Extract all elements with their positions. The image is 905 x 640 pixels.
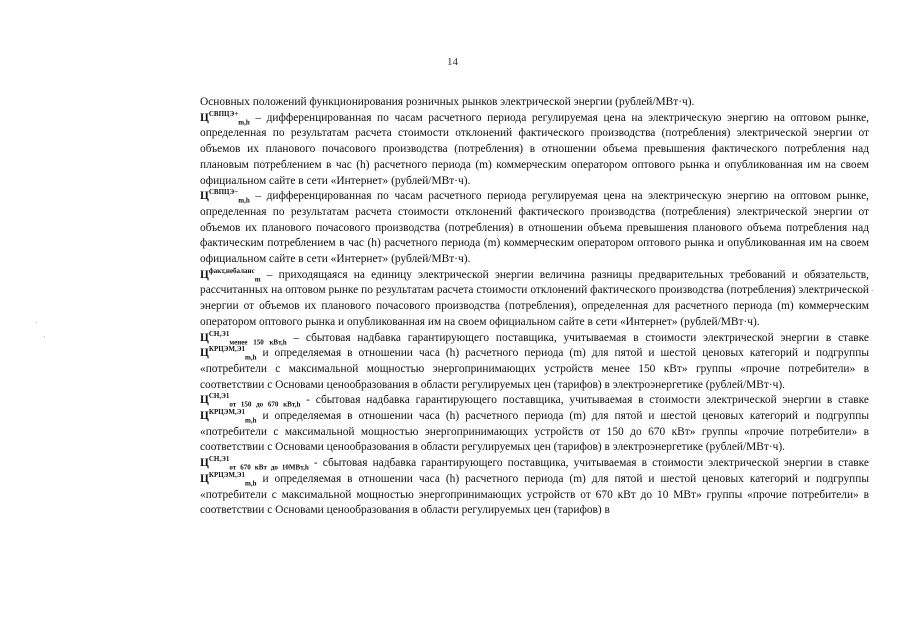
formula-symbol: $Ц^{СН,Э1}_{менее 150 кВт,h}$ (200, 329, 287, 346)
page-number: 14 (447, 56, 458, 68)
formula-symbol-inline: $Ц^{КРЦЭМ,Э1}_{m,h}$ (200, 408, 257, 425)
formula-symbol: $Ц^{факт,небаланс}_m$ (200, 266, 261, 284)
formula-symbol: $Ц^{СВПЦЭ-}_{m,h}$ (200, 188, 250, 205)
definition-text: и определяемая в отношении часа (h) расчетного периода (m) для пятой и шестой ценовых категорий и подгруппы «потребители с максимальной мощностью энергопринимающих устройств от 150 до 670 кВт» группы «прочие потребители» в соответствии с Основами ценообразования в области регулируемых цен (тарифов) в электроэнергетике (рублей/МВт·ч). (200, 410, 869, 454)
scan-speck (36, 322, 37, 323)
scan-speck (872, 290, 873, 291)
paragraph-text: Основных положений функционирования розничных рынков электрической энергии (рублей/МВт·ч). (200, 96, 695, 108)
formula-symbol: $Ц^{СН,Э1}_{от 670 кВт до 10МВт,h}$ (200, 455, 309, 472)
definition-sn-150-670 (200, 393, 869, 456)
definition-svpce-minus (200, 189, 869, 268)
definition-text: – сбытовая надбавка гарантирующего поставщика, учитываемая в стоимости электрической энергии в ставке (286, 331, 869, 344)
formula-symbol-inline: $Ц^{КРЦЭМ,Э1}_{m,h}$ (200, 345, 257, 362)
formula-symbol-inline: $Ц^{КРЦЭМ,Э1}_{m,h}$ (200, 471, 257, 488)
formula-symbol: $Ц^{СН,Э1}_{от 150 до 670 кВт,h}$ (200, 392, 301, 409)
definition-text: – приходящаяся на единицу электрической энергии величина разницы предварительных требований и обязательств, рассчитанных на оптовом рынке по результатам расчета стоимости отклонений фактического производства (потребления) электрической энергии от объемов их планового почасового производства (потребления), определенная для расчетного периода (m) коммерческим оператором оптового рынка и опубликованная им на своем официальном сайте в сети «Интернет» (рублей/МВт·ч). (200, 268, 869, 328)
definition-text: - сбытовая надбавка гарантирующего поставщика, учитываемая в стоимости электрической энергии в ставке (308, 457, 869, 470)
definition-text: и определяемая в отношении часа (h) расчетного периода (m) для пятой и шестой ценовых категорий и подгруппы «потребители с максимальной мощностью энергопринимающих устройств от 670 кВт до 10 МВт» группы «прочие потребители» в соответствии с Основами ценообразования в области регулируемых цен (тарифов) в (200, 472, 869, 517)
definition-svpce-plus (200, 111, 869, 190)
definition-fact-nebalans (200, 268, 869, 331)
definition-text: – дифференцированная по часам расчетного периода регулируемая цена на электрическую энергию на оптовом рынке, определенная по результатам расчета стоимости отклонений фактического производства (потребления) электрической энергии от объемов их планового почасового производства (потребления) в отношении объема превышения фактического потребления над плановым потреблением в час (h) расчетного периода (m) коммерческим оператором оптового рынка и опубликованная им на своем официальном сайте в сети «Интернет» (рублей/МВт·ч). (200, 111, 869, 187)
definition-sn-670-10mw (200, 456, 869, 519)
definition-text: - сбытовая надбавка гарантирующего поставщика, учитываемая в стоимости электрической энергии в ставке (300, 394, 869, 407)
definition-sn-less-150 (200, 331, 869, 394)
scan-speck (44, 336, 45, 337)
definition-text: – дифференцированная по часам расчетного периода регулируемая цена на электрическую энергию на оптовом рынке, определенная по результатам расчета стоимости отклонений фактического производства (потребления) электрической энергии от объемов их планового почасового производства (потребления) в отношении объема превышения планового объема потребления над фактическим потреблением в час (h) расчетного периода (m) коммерческим оператором оптового рынка и опубликованная им на своем официальном сайте в сети «Интернет» (рублей/МВт·ч). (200, 190, 869, 266)
paragraph-continuation (200, 95, 869, 111)
document-body (200, 95, 869, 519)
definition-text: и определяемая в отношении часа (h) расчетного периода (m) для пятой и шестой ценовых категорий и подгруппы «потребители с максимальной мощностью энергопринимающих устройств менее 150 кВт» группы «прочие потребители» в соответствии с Основами ценообразования в области регулируемых цен (тарифов) в электроэнергетике (рублей/МВт·ч). (200, 347, 869, 391)
formula-symbol: $Ц^{СВПЦЭ+}_{m,h}$ (200, 109, 250, 126)
